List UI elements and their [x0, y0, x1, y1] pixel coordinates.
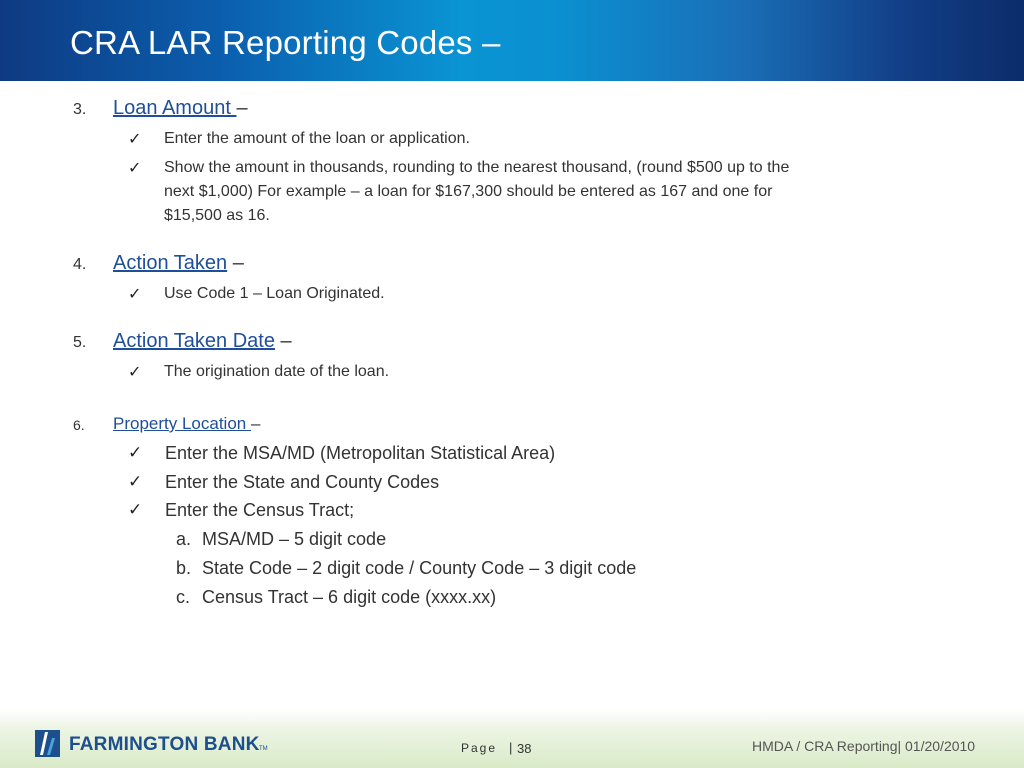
bank-logo-text: FARMINGTON BANK — [69, 734, 260, 755]
sub-item-letter: b. — [176, 558, 192, 578]
item-number-5: 5. — [73, 334, 87, 351]
bullet-text-continued: next $1,000) For example – a loan for $167,300 should be entered as 167 and one for — [164, 183, 773, 200]
item-number-6: 6. — [73, 417, 85, 433]
heading-loan-amount — [113, 97, 248, 120]
loan-amount-link[interactable]: Loan Amount — [113, 97, 237, 119]
check-icon: ✓ — [128, 131, 142, 148]
page-separator: | — [509, 740, 513, 755]
bullet-text: Show the amount in thousands, rounding to the nearest thousand, (round $500 up to the — [164, 159, 790, 176]
sub-item-letter: c. — [176, 587, 191, 607]
bullet-text: Enter the Census Tract; — [165, 500, 355, 520]
check-icon: ✓ — [128, 286, 142, 303]
trademark-mark: TM — [259, 746, 268, 752]
sub-item-text: MSA/MD – 5 digit code — [202, 529, 387, 549]
sub-item-letter: a. — [176, 529, 192, 549]
slide-title: CRA LAR Reporting Codes – — [70, 24, 501, 61]
heading-action-taken-date — [113, 330, 292, 353]
sub-item-text: State Code – 2 digit code / County Code – 3 digit code — [202, 558, 637, 578]
action-taken-date-link[interactable]: Action Taken Date — [113, 330, 275, 352]
check-icon: ✓ — [128, 160, 142, 177]
check-icon: ✓ — [128, 443, 143, 462]
page-number: 38 — [517, 741, 532, 756]
heading-property-location — [113, 414, 260, 434]
bullet-text: Enter the State and County Codes — [165, 472, 440, 492]
property-location-link[interactable]: Property Location — [113, 414, 251, 433]
check-icon: ✓ — [128, 500, 143, 519]
bullet-text: Use Code 1 – Loan Originated. — [164, 285, 385, 302]
footer-document-info: HMDA / CRA Reporting| 01/20/2010 — [752, 738, 976, 754]
heading-dash: – — [250, 414, 261, 433]
farmington-bank-logo-icon — [35, 728, 60, 758]
item-number-3: 3. — [73, 101, 87, 118]
check-icon: ✓ — [128, 364, 142, 381]
sub-item-text: Census Tract – 6 digit code (xxxx.xx) — [202, 587, 497, 607]
bullet-text: The origination date of the loan. — [164, 363, 390, 380]
check-icon: ✓ — [128, 472, 143, 491]
heading-dash: – — [227, 252, 244, 274]
bullet-text: Enter the amount of the loan or application. — [164, 130, 470, 147]
bullet-text-continued: $15,500 as 16. — [164, 207, 270, 224]
heading-dash: – — [236, 97, 248, 119]
bullet-text: Enter the MSA/MD (Metropolitan Statistical Area) — [165, 443, 556, 463]
item-number-4: 4. — [73, 256, 87, 273]
heading-action-taken — [113, 252, 244, 275]
page-label: Page — [461, 741, 498, 755]
heading-dash: – — [274, 330, 292, 352]
action-taken-link[interactable]: Action Taken — [113, 252, 228, 274]
